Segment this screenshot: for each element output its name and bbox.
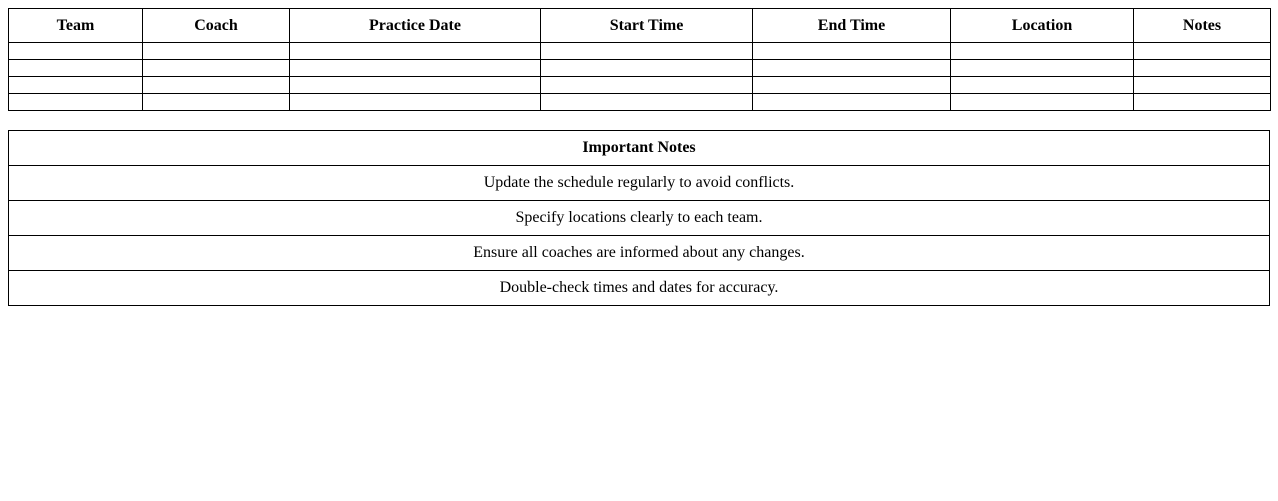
note-item: Ensure all coaches are informed about any changes.: [9, 236, 1270, 271]
table-cell-start-time[interactable]: [541, 60, 753, 77]
table-cell-start-time[interactable]: [541, 77, 753, 94]
note-row: [9, 201, 1270, 236]
column-header-coach: Coach: [143, 9, 290, 43]
schedule-header-row: [9, 9, 1271, 43]
table-cell-notes[interactable]: [1134, 43, 1271, 60]
notes-header-row: [9, 131, 1270, 166]
table-cell-practice-date[interactable]: [290, 60, 541, 77]
table-cell-team[interactable]: [9, 43, 143, 60]
table-cell-coach[interactable]: [143, 77, 290, 94]
table-cell-location[interactable]: [951, 60, 1134, 77]
column-header-end-time: End Time: [753, 9, 951, 43]
table-cell-start-time[interactable]: [541, 94, 753, 111]
note-item: Update the schedule regularly to avoid conflicts.: [9, 166, 1270, 201]
table-cell-practice-date[interactable]: [290, 43, 541, 60]
notes-title: Important Notes: [9, 131, 1270, 166]
table-cell-team[interactable]: [9, 60, 143, 77]
note-row: [9, 236, 1270, 271]
table-cell-end-time[interactable]: [753, 60, 951, 77]
note-item: Double-check times and dates for accuracy.: [9, 271, 1270, 306]
table-row: [9, 43, 1271, 60]
column-header-start-time: Start Time: [541, 9, 753, 43]
table-cell-team[interactable]: [9, 94, 143, 111]
table-cell-notes[interactable]: [1134, 60, 1271, 77]
table-cell-team[interactable]: [9, 77, 143, 94]
table-cell-location[interactable]: [951, 77, 1134, 94]
table-row: [9, 77, 1271, 94]
table-cell-practice-date[interactable]: [290, 77, 541, 94]
column-header-notes: Notes: [1134, 9, 1271, 43]
note-row: [9, 166, 1270, 201]
table-cell-start-time[interactable]: [541, 43, 753, 60]
table-cell-location[interactable]: [951, 94, 1134, 111]
table-cell-coach[interactable]: [143, 43, 290, 60]
table-row: [9, 94, 1271, 111]
practice-schedule-table: [8, 8, 1271, 111]
table-cell-end-time[interactable]: [753, 77, 951, 94]
column-header-location: Location: [951, 9, 1134, 43]
table-cell-notes[interactable]: [1134, 77, 1271, 94]
important-notes-table: [8, 130, 1270, 306]
table-cell-end-time[interactable]: [753, 43, 951, 60]
column-header-team: Team: [9, 9, 143, 43]
column-header-practice-date: Practice Date: [290, 9, 541, 43]
table-cell-coach[interactable]: [143, 94, 290, 111]
table-cell-coach[interactable]: [143, 60, 290, 77]
note-row: [9, 271, 1270, 306]
note-item: Specify locations clearly to each team.: [9, 201, 1270, 236]
table-cell-location[interactable]: [951, 43, 1134, 60]
table-cell-notes[interactable]: [1134, 94, 1271, 111]
table-row: [9, 60, 1271, 77]
table-cell-practice-date[interactable]: [290, 94, 541, 111]
table-cell-end-time[interactable]: [753, 94, 951, 111]
